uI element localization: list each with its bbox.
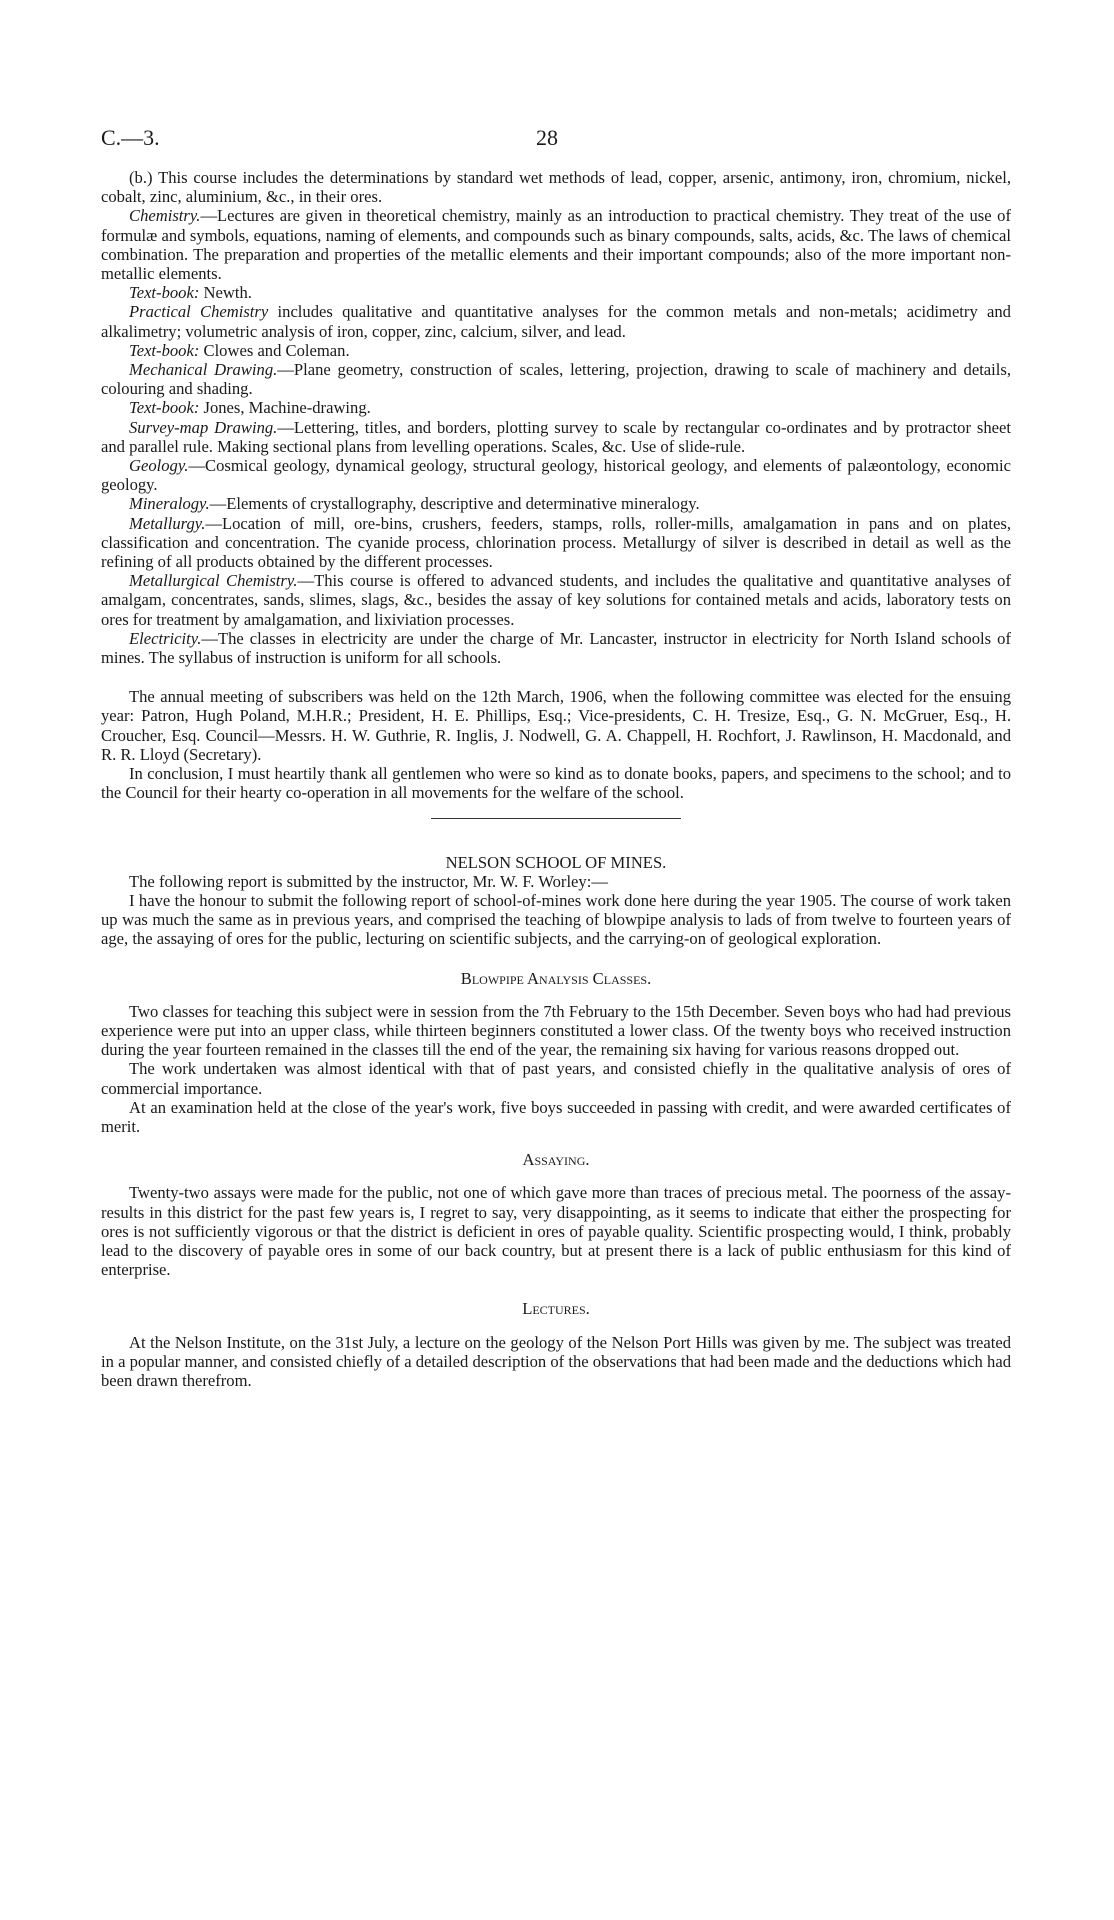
section-title-lectures: Lectures. xyxy=(522,1299,590,1319)
section-title-blowpipe: Blowpipe Analysis Classes. xyxy=(460,968,652,988)
paragraph-metallurgical-chemistry: Metallurgical Chemistry.—This course is offered to advanced students, and includes the qualitative and quantitative analyses of amalgam, concentrates, sands, slimes, slags, &c., besides the assay of key solutions for contained metals and acids, laboratory tests on ores for treatment by amalgamation, and lixiviation processes. xyxy=(101,571,1011,629)
paper-reference: C.—3. xyxy=(101,125,160,150)
section-title-nelson: NELSON SCHOOL OF MINES. xyxy=(445,852,667,872)
paragraph-lectures: At the Nelson Institute, on the 31st July, a lecture on the geology of the Nelson Port Hills was given by me. The subject was treated in a popular manner, and consisted chiefly of a detailed description of the observations that had been made and the deductions which had been drawn therefrom. xyxy=(101,1332,1011,1390)
section-divider xyxy=(431,818,681,819)
paragraph-blowpipe-work: The work undertaken was almost identical with that of past years, and consisted chiefly in the qualitative analysis of ores of commercial importance. xyxy=(101,1059,1011,1098)
paragraph-geology: Geology.—Cosmical geology, dynamical geology, structural geology, historical geology, and elements of palæontology, economic geology. xyxy=(101,456,1011,495)
nelson-school-section xyxy=(101,853,1011,1391)
paragraph-conclusion: In conclusion, I must heartily thank all gentlemen who were so kind as to donate books, papers, and specimens to the school; and to the Council for their hearty co-operation in all movements for the welfare of the school. xyxy=(101,764,1011,803)
document-page xyxy=(101,125,1011,1390)
course-syllabus-section xyxy=(101,168,1011,667)
paragraph-practical-chemistry: Practical Chemistry includes qualitative and quantitative analyses for the common metals and non-metals; acidimetry and alkalimetry; volumetric analysis of iron, copper, zinc, calcium, silver, and lead. xyxy=(101,302,1011,341)
paragraph-blowpipe-classes: Two classes for teaching this subject were in session from the 7th February to the 15th December. Seven boys who had had previous experience were put into an upper class, while thirteen beginners constituted a lower class. Of the twenty boys who received instruction during the year fourteen remained in the classes till the end of the year, the remaining six having for various reasons dropped out. xyxy=(101,1001,1011,1060)
paragraph-survey-map-drawing: Survey-map Drawing.—Lettering, titles, and borders, plotting survey to scale by rectangular co-ordinates and by protractor sheet and parallel rule. Making sectional plans from levelling operations. Scales, &c. Use of slide-rule. xyxy=(101,417,1011,456)
paragraph-blowpipe-exam: At an examination held at the close of the year's work, five boys succeeded in passing with credit, and were awarded certificates of merit. xyxy=(101,1097,1011,1136)
page-header xyxy=(101,125,1011,168)
paragraph-textbook-newth: Text-book: Newth. xyxy=(129,283,252,303)
paragraph-assaying: Twenty-two assays were made for the public, not one of which gave more than traces of precious metal. The poorness of the assay-results in this district for the past few years is, I regret to say, very disappointing, as it seems to indicate that either the prospecting for ores is not sufficiently vigorous or that the district is deficient in ores of payable quality. Scientific prospecting would, I think, probably lead to the discovery of payable ores in some of our back country, but at present there is a lack of public enthusiasm for this kind of enterprise. xyxy=(101,1183,1011,1280)
section-title-assaying: Assaying. xyxy=(522,1150,590,1170)
paragraph-mechanical-drawing: Mechanical Drawing.—Plane geometry, construction of scales, lettering, projection, drawing to scale of machinery and details, colouring and shading. xyxy=(101,360,1011,399)
paragraph-nelson-report: I have the honour to submit the following report of school-of-mines work done here during the year 1905. The course of work taken up was much the same as in previous years, and comprised the teaching of blowpipe analysis to lads of from twelve to fourteen years of age, the assaying of ores for the public, lecturing on scientific subjects, and the carrying-on of geological exploration. xyxy=(101,890,1011,949)
paragraph-textbook-clowes: Text-book: Clowes and Coleman. xyxy=(129,340,350,360)
paragraph-metallurgy: Metallurgy.—Location of mill, ore-bins, crushers, feeders, stamps, rolls, roller-mills, amalgamation in pans and on plates, classification and concentration. The cyanide process, chlorination process. Metallurgy of silver is described in detail as well as the refining of all products obtained by the different processes. xyxy=(101,513,1011,572)
paragraph-mineralogy: Mineralogy.—Elements of crystallography, descriptive and determinative mineralogy. xyxy=(129,494,700,514)
page-number: 28 xyxy=(536,125,558,150)
paragraph-annual-meeting: The annual meeting of subscribers was held on the 12th March, 1906, when the following committee was elected for the ensuing year: Patron, Hugh Poland, M.H.R.; President, H. E. Phillips, Esq.; Vice-presidents, C. H. Tresize, Esq., G. N. McGruer, Esq., H. Croucher, Esq. Council—Messrs. H. W. Guthrie, R. Inglis, J. Nodwell, G. A. Chappell, H. Rochfort, J. Rawlinson, H. Macdonald, and R. R. Lloyd (Secretary). xyxy=(101,687,1011,764)
paragraph-b-course: (b.) This course includes the determinations by standard wet methods of lead, copper, arsenic, antimony, iron, chromium, nickel, cobalt, zinc, aluminium, &c., in their ores. xyxy=(101,168,1011,207)
paragraph-nelson-intro: The following report is submitted by the instructor, Mr. W. F. Worley:— xyxy=(129,871,608,891)
paragraph-electricity: Electricity.—The classes in electricity are under the charge of Mr. Lancaster, instructor in electricity for North Island schools of mines. The syllabus of instruction is uniform for all schools. xyxy=(101,628,1011,668)
paragraph-textbook-jones: Text-book: Jones, Machine-drawing. xyxy=(129,398,371,418)
paragraph-chemistry: Chemistry.—Lectures are given in theoretical chemistry, mainly as an introduction to practical chemistry. They treat of the use of formulæ and symbols, equations, naming of elements, and compounds such as binary compounds, salts, acids, &c. The laws of chemical combination. The preparation and properties of the metallic elements and their important compounds; also of the more important non-metallic elements. xyxy=(101,206,1011,284)
